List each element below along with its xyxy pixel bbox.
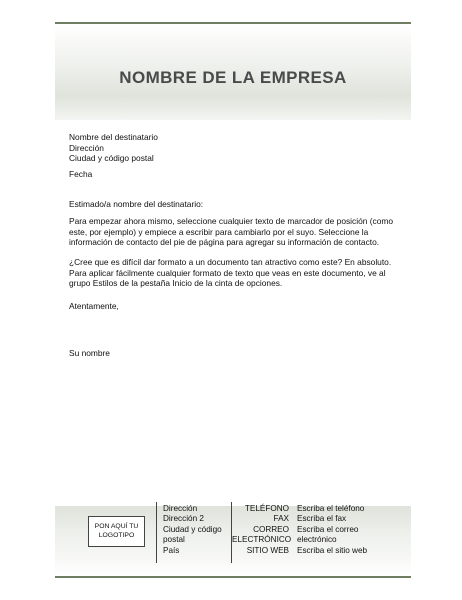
phone-label: TELÉFONO [244,504,289,513]
footer-city-line2: postal [163,535,185,545]
email-value-line2: electrónico [297,535,337,545]
fax-label: FAX [273,514,289,524]
footer-address-line2[interactable]: Dirección 2 [163,514,204,524]
email-value[interactable] [297,525,407,546]
website-value[interactable]: Escriba el sitio web [297,545,368,555]
footer-label-column [232,504,292,556]
fax-value[interactable]: Escriba el fax [297,514,347,524]
email-label [232,524,292,546]
email-label-line2: ELECTRÓNICO [232,535,292,545]
footer-address-column [163,504,229,556]
date-field[interactable]: Fecha [69,169,93,179]
footer-value-column [297,504,407,556]
greeting[interactable]: Estimado/a nombre del destinatario: [69,199,204,209]
recipient-block [69,132,399,164]
website-label: SITIO WEB [246,545,289,555]
recipient-city-postal[interactable]: Ciudad y código postal [69,153,154,164]
email-label-line1: CORREO [253,524,289,534]
closing[interactable]: Atentamente, [69,301,119,311]
body-paragraph-2[interactable]: ¿Cree que es difícil dar formato a un documento tan atractivo como este? En absoluto. Para aplicar fácilmente cualquier formato de texto que veas en este documento, ve al grupo Estilos de la pestaña Inicio de la cinta de opciones. [69,257,392,289]
footer-city-postal[interactable] [163,525,229,546]
recipient-name[interactable]: Nombre del destinatario [69,132,158,142]
footer-country[interactable]: País [163,545,180,555]
signature-name[interactable]: Su nombre [69,348,110,358]
recipient-address[interactable]: Dirección [69,142,104,153]
body-paragraph-1[interactable]: Para empezar ahora mismo, seleccione cualquier texto de marcador de posición (como este, por ejemplo) y empiece a escribir para cambiarlo por el suyo. Seleccione la información de contacto del pie de página para agregar su información de contacto. [69,216,393,248]
footer-address-line1[interactable]: Dirección [163,504,198,513]
footer-city-line1: Ciudad y código [163,524,222,534]
footer-divider-1 [156,502,157,563]
logo-placeholder-text: PON AQUÍ TU LOGOTIPO [94,523,139,539]
email-value-line1: Escriba el correo [297,524,359,534]
logo-placeholder[interactable] [88,516,145,547]
phone-value[interactable]: Escriba el teléfono [297,504,365,513]
company-name[interactable]: NOMBRE DE LA EMPRESA [119,68,347,87]
